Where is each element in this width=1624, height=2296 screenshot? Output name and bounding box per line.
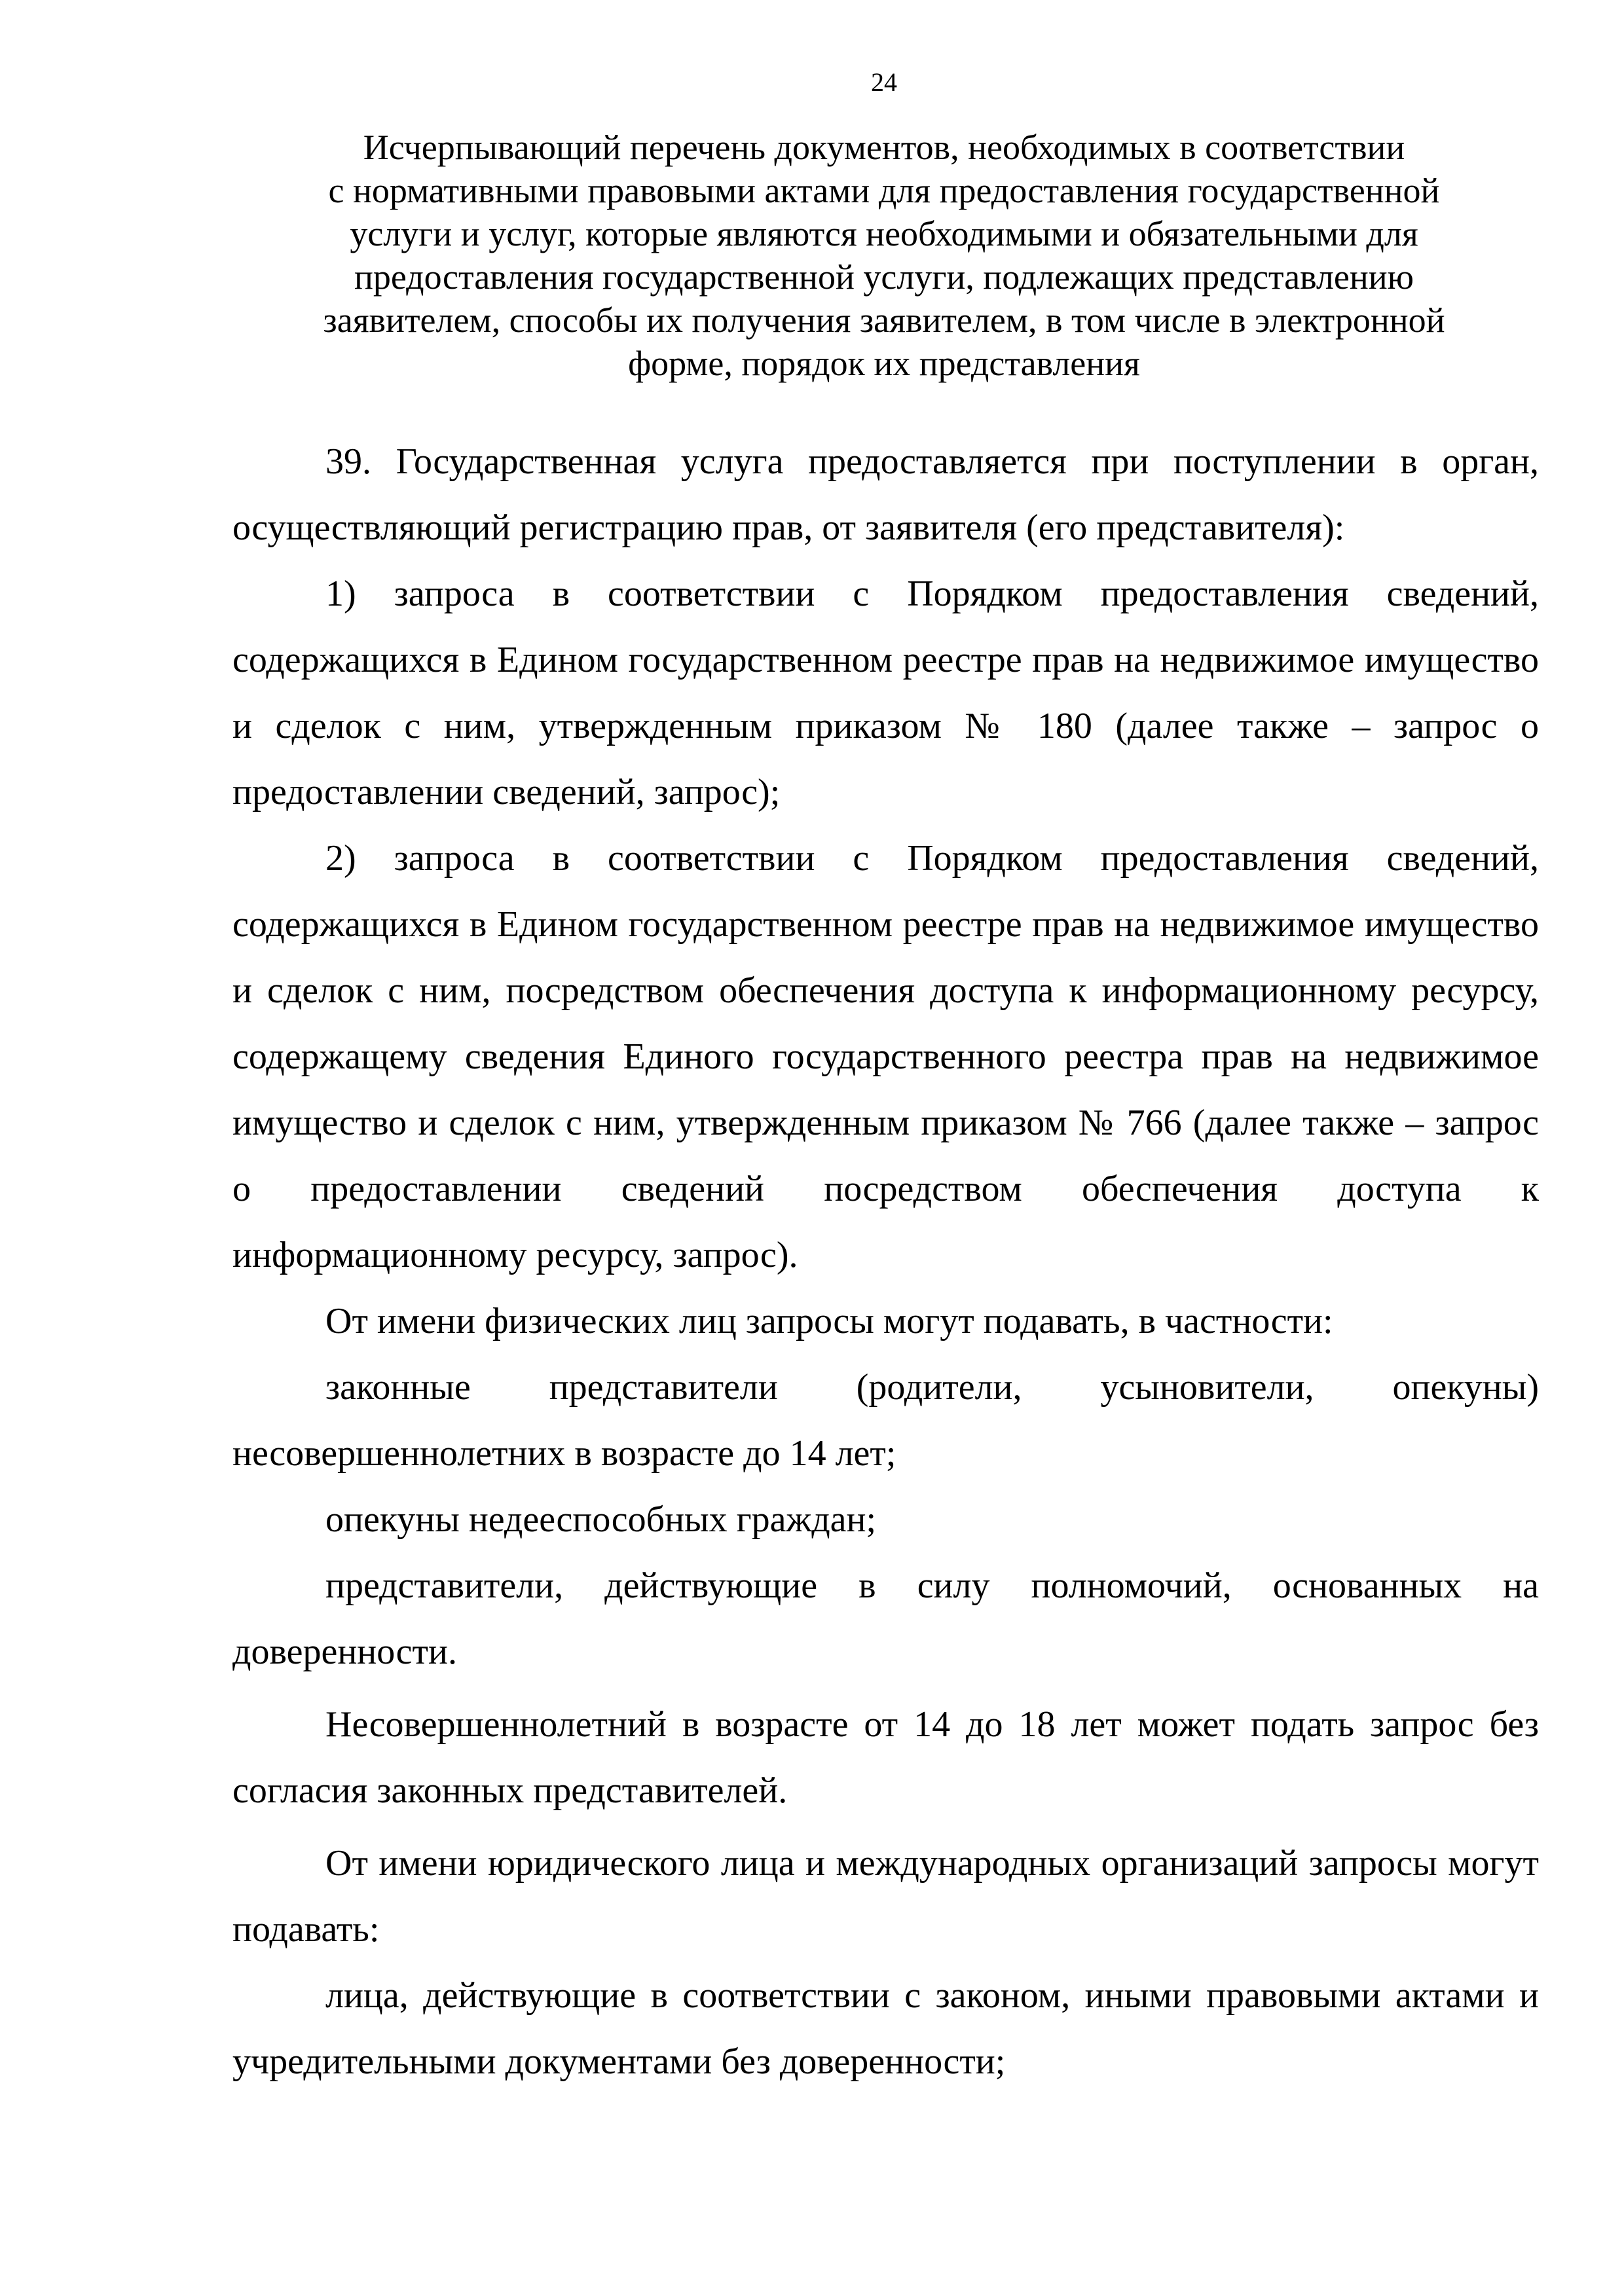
paragraph-item-2: 2) запроса в соответствии с Порядком предоставления сведений, содержащихся в Едином государственном реестре прав на недвижимое имущество и сделок с ним, посредством обеспечения доступа к информационному ресурсу, содержащему сведения Единого государственного реестра прав на недвижимое имущество и сделок с ним, утвержденным приказом № 766 (далее также – запрос о предоставлении сведений посредством обеспечения доступа к информационному ресурсу, запрос). (232, 838, 1539, 1275)
paragraph-minor-14-18: Несовершеннолетний в возрасте от 14 до 18 лет может подать запрос без согласия законных представителей. (232, 1704, 1539, 1811)
page-number: 24 (871, 67, 897, 97)
paragraph-individuals: От имени физических лиц запросы могут подавать, в частности: (325, 1301, 1333, 1341)
paragraph-persons-without-proxy: лица, действующие в соответствии с законом, иными правовыми актами и учредительными документами без доверенности; (232, 1975, 1539, 2082)
heading-line: Исчерпывающий перечень документов, необходимых в соответствии (363, 128, 1405, 167)
paragraph-39: 39. Государственная услуга предоставляется при поступлении в орган, осуществляющий регистрацию прав, от заявителя (его представителя): (232, 441, 1539, 548)
heading-line: заявителем, способы их получения заявителем, в том числе в электронной (323, 301, 1445, 340)
heading-line: с нормативными правовыми актами для предоставления государственной (328, 171, 1440, 210)
paragraph-item-1: 1) запроса в соответствии с Порядком предоставления сведений, содержащихся в Едином государственном реестре прав на недвижимое имущество и сделок с ним, утвержденным приказом № 180 (далее также – запрос о предоставлении сведений, запрос); (232, 574, 1539, 812)
paragraph-guardians: опекуны недееспособных граждан; (325, 1499, 877, 1540)
paragraph-proxy-representatives: представители, действующие в силу полномочий, основанных на доверенности. (232, 1565, 1539, 1672)
body-text (232, 429, 1539, 2095)
paragraph-legal-entities: От имени юридического лица и международных организаций запросы могут подавать: (232, 1843, 1539, 1950)
section-heading (275, 126, 1493, 385)
paragraph-legal-representatives: законные представители (родители, усыновители, опекуны) несовершеннолетних в возрасте до 14 лет; (232, 1367, 1539, 1474)
heading-line: форме, порядок их представления (628, 344, 1140, 383)
heading-line: предоставления государственной услуги, подлежащих представлению (354, 257, 1414, 297)
heading-line: услуги и услуг, которые являются необходимыми и обязательными для (350, 214, 1418, 253)
